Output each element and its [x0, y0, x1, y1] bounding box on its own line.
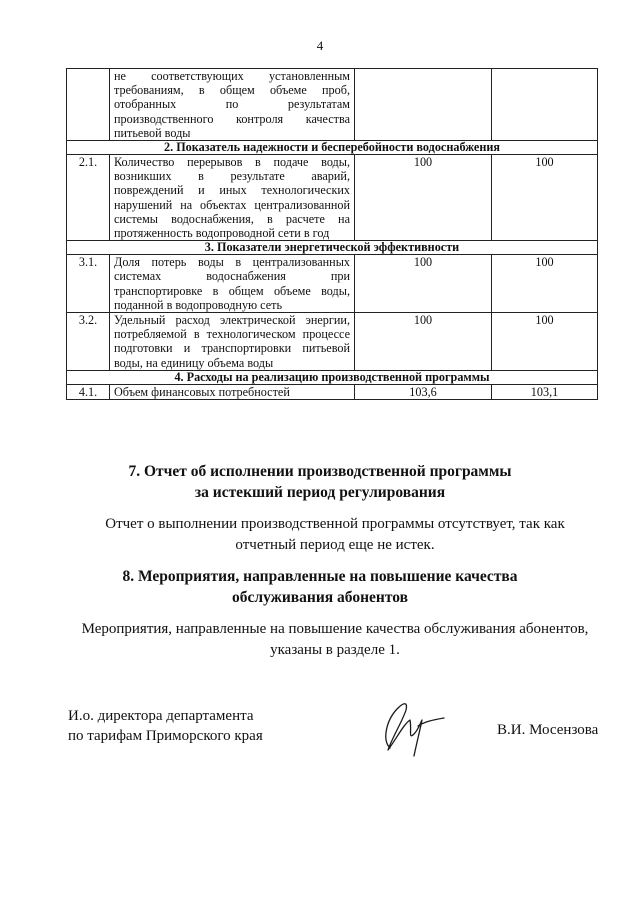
table-row [67, 384, 598, 399]
position-line: по тарифам Приморского края [68, 728, 263, 744]
signatory-position [68, 706, 263, 746]
row-description: Удельный расход электрической энергии, потребляемой в технологическом процессе подготовки и транспортировки питьевой воды, на единицу объема воды [110, 313, 355, 371]
section-7-title-line: 7. Отчет об исполнении производственной программы [128, 463, 512, 480]
row-value-2: 100 [492, 155, 598, 241]
row-number [67, 69, 110, 141]
row-value-1: 100 [355, 155, 492, 241]
row-number: 4.1. [67, 384, 110, 399]
row-value-1: 100 [355, 255, 492, 313]
position-line: И.о. директора департамента [68, 708, 254, 724]
section-8-title-line: обслуживания абонентов [232, 589, 408, 606]
section-7-text-line: Отчет о выполнении производственной программы отсутствует, так как [105, 516, 565, 532]
section-header-row [67, 241, 598, 255]
section-title: 2. Показатель надежности и бесперебойности водоснабжения [67, 141, 598, 155]
row-number: 2.1. [67, 155, 110, 241]
section-header-row [67, 370, 598, 384]
row-description: Объем финансовых потребностей [110, 384, 355, 399]
signatory-name: В.И. Мосензова [497, 722, 599, 738]
handwritten-signature [368, 690, 448, 762]
row-value-1 [355, 69, 492, 141]
row-description: Доля потерь воды в централизованных системах водоснабжения при транспортировке в общем объеме воды, поданной в водопроводную сеть [110, 255, 355, 313]
row-value-2: 100 [492, 313, 598, 371]
section-8-text-line: Мероприятия, направленные на повышение качества обслуживания абонентов, [81, 621, 589, 637]
section-7-title [0, 461, 640, 503]
section-8-title [0, 566, 640, 608]
page-number: 4 [316, 38, 324, 53]
row-value-2: 103,1 [492, 384, 598, 399]
table-row [67, 255, 598, 313]
section-header-row [67, 141, 598, 155]
section-title: 3. Показатели энергетической эффективности [67, 241, 598, 255]
section-7-text-line: отчетный период еще не истек. [235, 537, 435, 553]
row-value-2 [492, 69, 598, 141]
row-description: не соответствующих установленным требованиям, в общем объеме проб, отобранных по результатам производственного контроля качества питьевой воды [110, 69, 355, 141]
row-value-2: 100 [492, 255, 598, 313]
row-number: 3.2. [67, 313, 110, 371]
table-row [67, 155, 598, 241]
row-number: 3.1. [67, 255, 110, 313]
row-value-1: 100 [355, 313, 492, 371]
section-title: 4. Расходы на реализацию производственной программы [67, 370, 598, 384]
section-7-text [70, 514, 600, 556]
section-8-text [70, 619, 600, 661]
row-description: Количество перерывов в подаче воды, возникших в результате аварий, повреждений и иных технологических нарушений на объектах централизованной системы водоснабжения, в расчете на протяженность водопроводной сети в год [110, 155, 355, 241]
indicators-table [66, 68, 598, 400]
table-row [67, 69, 598, 141]
row-value-1: 103,6 [355, 384, 492, 399]
section-8-title-line: 8. Мероприятия, направленные на повышение качества [122, 568, 518, 585]
section-7-title-line: за истекший период регулирования [194, 484, 446, 501]
table-row [67, 313, 598, 371]
section-8-text-line: указаны в разделе 1. [270, 642, 400, 658]
